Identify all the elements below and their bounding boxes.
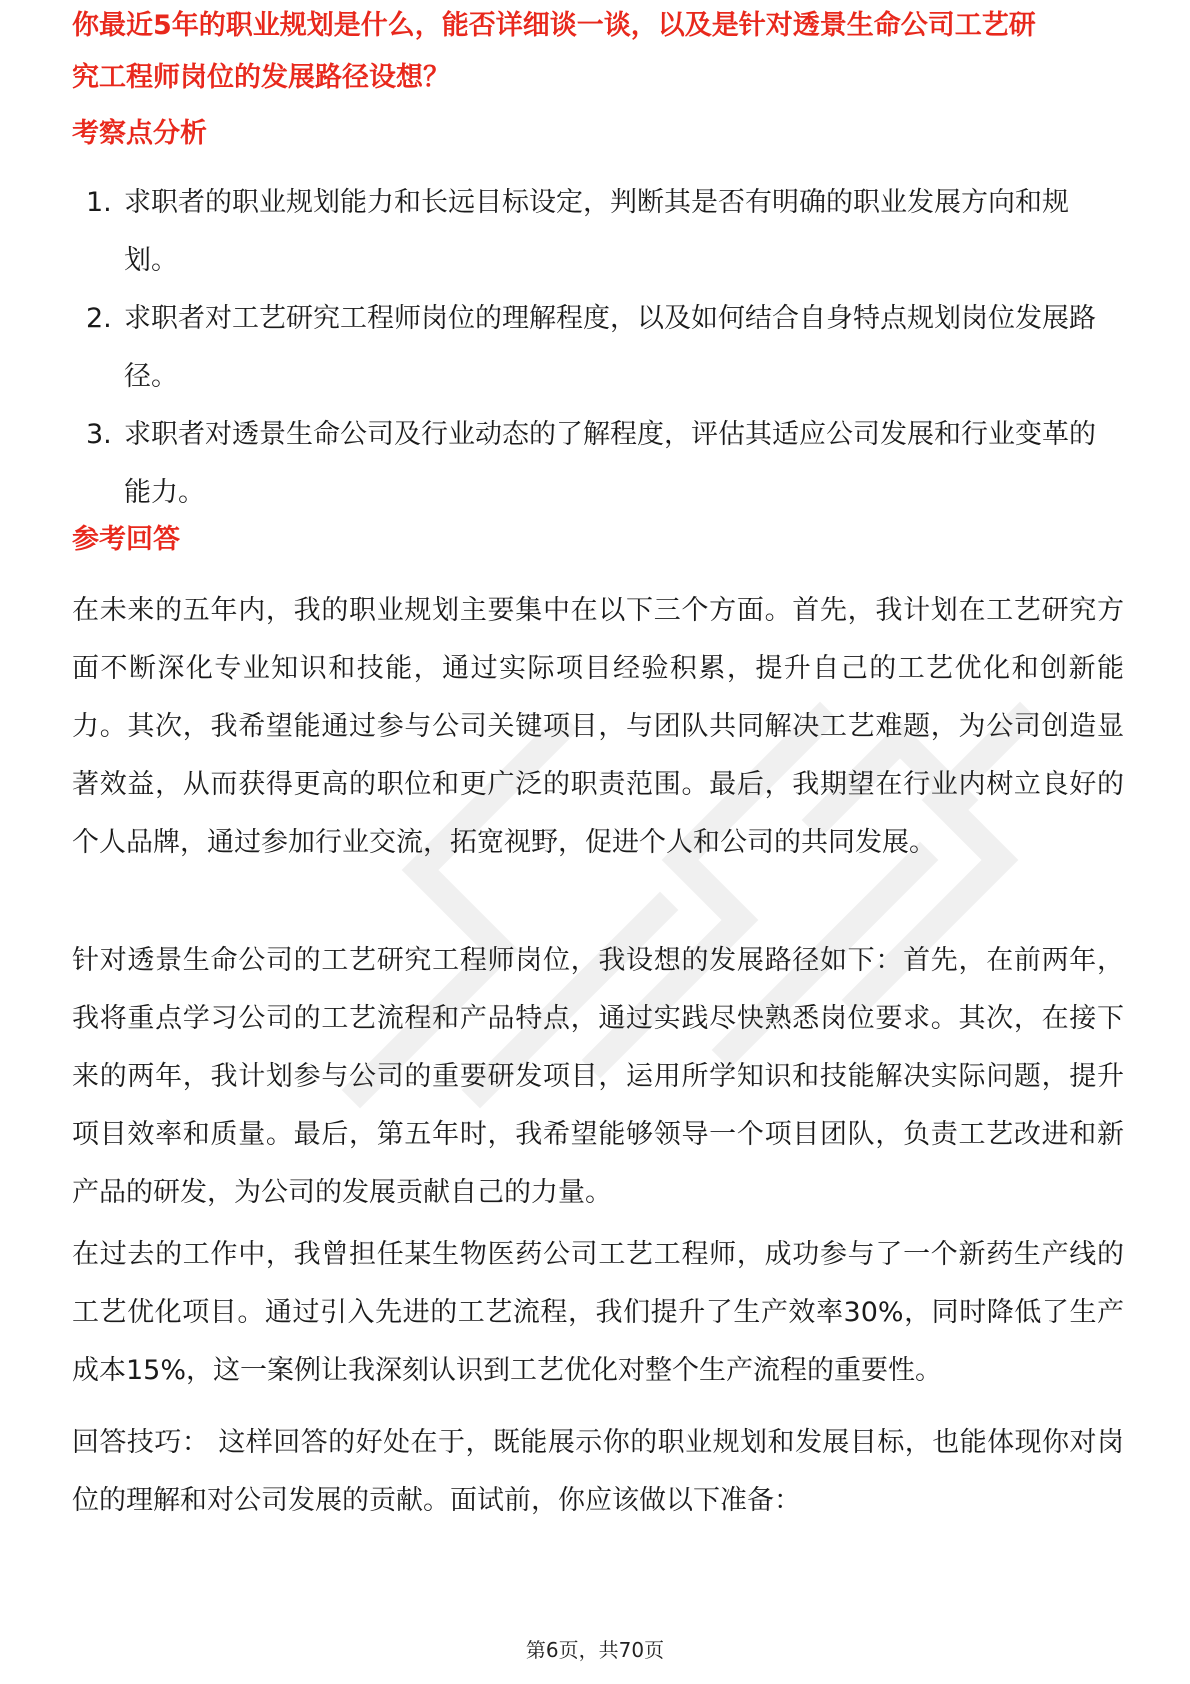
- list-number: 1.: [86, 187, 112, 218]
- answer-paragraph: 针对透景生命公司的工艺研究工程师岗位，我设想的发展路径如下：首先，在前两年，我将重点学习公司的工艺流程和产品特点，通过实践尽快熟悉岗位要求。其次，在接下来的两年，我计划参与公司的重要研发项目，运用所学知识和技能解决实际问题，提升项目效率和质量。最后，第五年时，我希望能够领导一个项目团队，负责工艺改进和新产品的研发，为公司的发展贡献自己的力量。: [72, 945, 1124, 1208]
- list-number: 2.: [86, 303, 112, 334]
- list-number: 3.: [86, 419, 112, 450]
- analysis-item-text: 求职者对工艺研究工程师岗位的理解程度，以及如何结合自身特点规划岗位发展路径。: [124, 303, 1096, 392]
- analysis-item-text: 求职者的职业规划能力和长远目标设定，判断其是否有明确的职业发展方向和规划。: [124, 187, 1069, 276]
- analysis-heading: 考察点分析: [72, 118, 207, 149]
- answer-tip-paragraph: 回答技巧： 这样回答的好处在于，既能展示你的职业规划和发展目标，也能体现你对岗位的理解和对公司发展的贡献。面试前，你应该做以下准备：: [72, 1427, 1124, 1516]
- question-title-hidden-line: 你最近5年的职业规划是什么，能否详细谈一谈，以及是针对透景生命公司工艺研: [72, 10, 1036, 41]
- analysis-list: [72, 174, 1122, 522]
- question-title: [72, 10, 1122, 104]
- analysis-item: [72, 406, 1122, 522]
- answer-paragraph: 在过去的工作中，我曾担任某生物医药公司工艺工程师，成功参与了一个新药生产线的工艺优化项目。通过引入先进的工艺流程，我们提升了生产效率30%，同时降低了生产成本15%，这一案例让我深刻认识到工艺优化对整个生产流程的重要性。: [72, 1239, 1124, 1386]
- analysis-item: [72, 174, 1122, 290]
- analysis-item-text: 求职者对透景生命公司及行业动态的了解程度，评估其适应公司发展和行业变革的能力。: [124, 419, 1096, 508]
- analysis-item: [72, 290, 1122, 406]
- page-number: 第6页，共70页: [525, 1638, 665, 1662]
- question-title-line: 究工程师岗位的发展路径设想？: [72, 62, 450, 93]
- answer-paragraph: 在未来的五年内，我的职业规划主要集中在以下三个方面。首先，我计划在工艺研究方面不断深化专业知识和技能，通过实际项目经验积累，提升自己的工艺优化和创新能力。其次，我希望能通过参与公司关键项目，与团队共同解决工艺难题，为公司创造显著效益，从而获得更高的职位和更广泛的职责范围。最后，我期望在行业内树立良好的个人品牌，通过参加行业交流，拓宽视野，促进个人和公司的共同发展。: [72, 595, 1124, 858]
- answer-heading: 参考回答: [72, 524, 180, 555]
